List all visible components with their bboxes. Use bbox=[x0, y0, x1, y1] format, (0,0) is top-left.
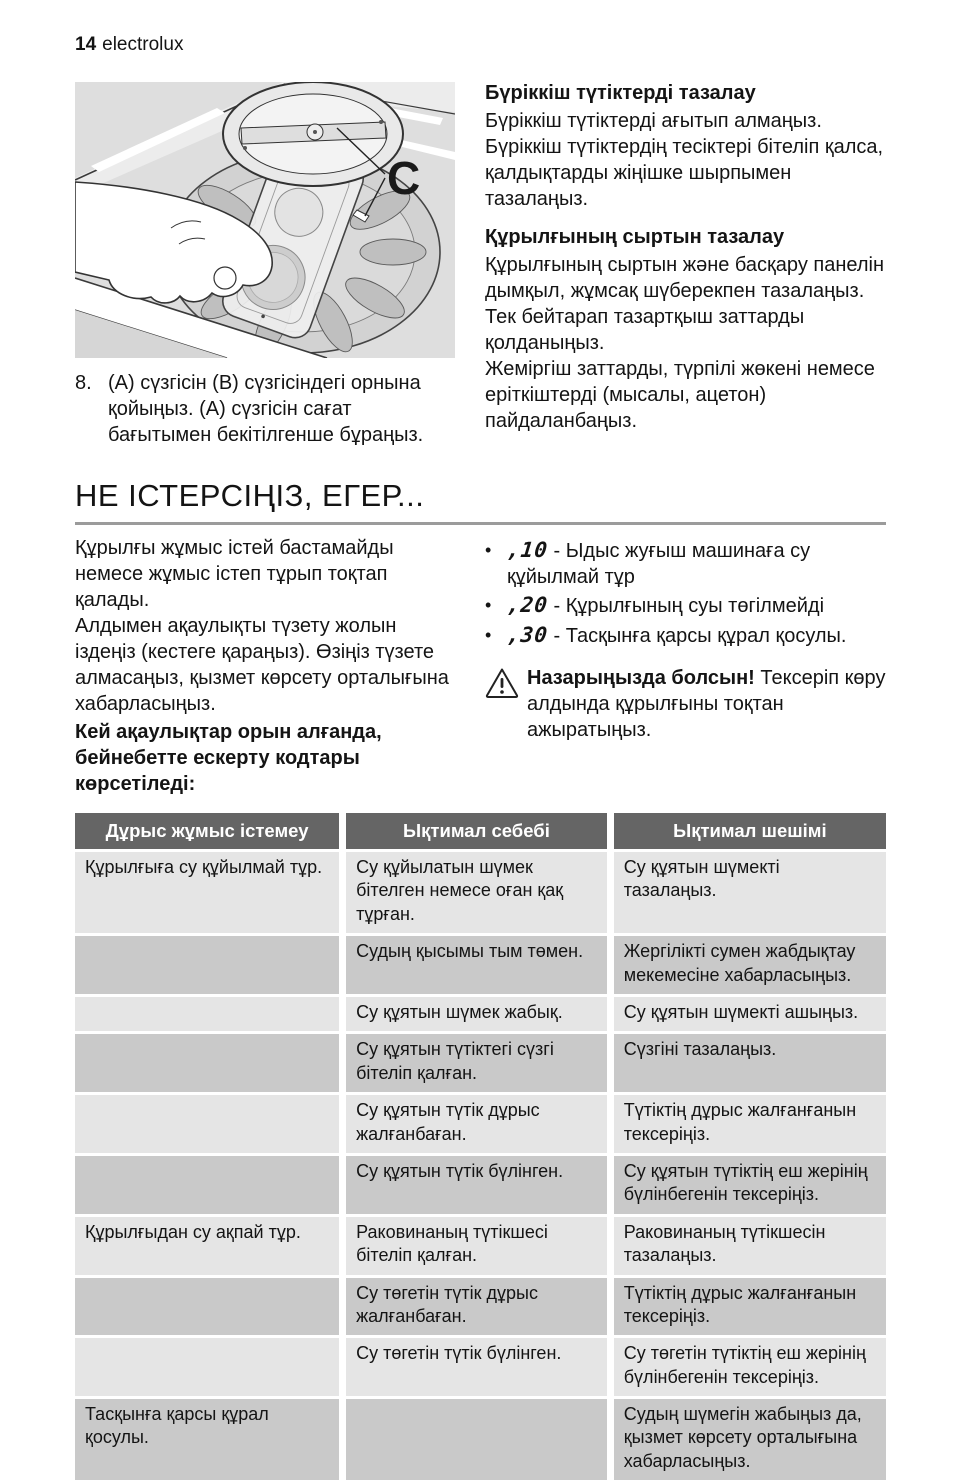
cell-problem: Құрылғыдан су ақпай тұр. bbox=[75, 1215, 343, 1276]
top-left-column bbox=[75, 82, 455, 448]
paragraph: Құрылғының сыртын және басқару панелін дымқыл, жұмсақ шүберекпен тазалаңыз. bbox=[485, 254, 884, 302]
cell-cause: Су құйылатын шүмек бітелген немесе оған қақ тұрған. bbox=[343, 851, 611, 935]
cell-problem: Құрылғыға су құйылмай тұр. bbox=[75, 851, 343, 935]
bullet-icon bbox=[485, 622, 507, 649]
table-row bbox=[75, 935, 886, 996]
cell-problem bbox=[75, 1276, 343, 1337]
external-cleaning-body bbox=[485, 252, 886, 434]
cell-problem bbox=[75, 996, 343, 1033]
cell-cause: Су құятын түтіктегі сүзгі бітеліп қалған. bbox=[343, 1033, 611, 1094]
figure-label-c: C bbox=[387, 152, 421, 204]
cell-cause bbox=[343, 1398, 611, 1482]
error-code-description: - Тасқынға қарсы құрал қосулы. bbox=[553, 624, 847, 647]
cell-solution: Түтіктің дұрыс жалғанғанын тексеріңіз. bbox=[610, 1094, 886, 1155]
table-row bbox=[75, 1154, 886, 1215]
cell-solution: Сүзгіні тазалаңыз. bbox=[610, 1033, 886, 1094]
table-row bbox=[75, 1033, 886, 1094]
cell-problem bbox=[75, 935, 343, 996]
top-right-column bbox=[485, 82, 886, 448]
table-row bbox=[75, 1398, 886, 1482]
table-row bbox=[75, 1094, 886, 1155]
step-8-text: (А) сүзгісін (В) сүзгісіндегі орнына қойыңыз. (А) сүзгісін сағат бағытымен бекітілгенше бұраңыз. bbox=[108, 372, 424, 446]
cell-problem bbox=[75, 1337, 343, 1398]
paragraph: Құрылғы жұмыс істей бастамайды немесе жұмыс істеп тұрып тоқтап қалады. bbox=[75, 537, 394, 611]
spray-tubes-body bbox=[485, 108, 886, 212]
error-code-item bbox=[485, 537, 886, 590]
table-row bbox=[75, 996, 886, 1033]
cell-cause: Су құятын түтік дұрыс жалғанбаған. bbox=[343, 1094, 611, 1155]
cell-cause: Су төгетін түтік дұрыс жалғанбаған. bbox=[343, 1276, 611, 1337]
cell-solution: Жергілікті сумен жабдықтау мекемесіне хабарласыңыз. bbox=[610, 935, 886, 996]
bullet-icon bbox=[485, 592, 507, 619]
top-section bbox=[75, 82, 886, 448]
cell-problem bbox=[75, 1154, 343, 1215]
paragraph: Жеміргіш заттарды, түрпілі жөкені немесе еріткіштерді (мысалы, ацетон) пайдаланбаңыз. bbox=[485, 358, 875, 432]
section-title: НЕ ІСТЕРСІҢІЗ, ЕГЕР... bbox=[75, 478, 425, 513]
table-header-row bbox=[75, 813, 886, 851]
error-code-text bbox=[507, 622, 847, 649]
cell-cause: Су төгетін түтік бүлінген. bbox=[343, 1337, 611, 1398]
cell-cause: Су құятын шүмек жабық. bbox=[343, 996, 611, 1033]
error-code-item bbox=[485, 592, 886, 619]
intro-left-column bbox=[75, 535, 455, 797]
cell-cause: Судың қысымы тым төмен. bbox=[343, 935, 611, 996]
spray-tubes-heading: Бүріккіш түтіктерді тазалау bbox=[485, 82, 756, 104]
troubleshooting-table bbox=[75, 813, 886, 1483]
intro-paragraphs bbox=[75, 535, 455, 717]
column-header-solution: Ықтимал шешімі bbox=[610, 813, 886, 851]
cell-solution: Су құятын шүмекті тазалаңыз. bbox=[610, 851, 886, 935]
attention-lead: Назарыңызда болсын! bbox=[527, 666, 755, 689]
bullet-icon bbox=[485, 537, 507, 590]
paragraph: Бүріккіш түтіктерді ағытып алмаңыз. bbox=[485, 110, 822, 132]
step-8-number: 8. bbox=[75, 372, 92, 394]
paragraph: Тек бейтарап тазартқыш заттарды қолданыңыз. bbox=[485, 306, 805, 354]
filter-illustration bbox=[75, 82, 455, 358]
paragraph: Алдымен ақаулықты түзету жолын іздеңіз (кестеге қараңыз). Өзіңіз түзете алмасаңыз, қызмет көрсету орталығына хабарласыңыз. bbox=[75, 615, 449, 715]
error-code-item bbox=[485, 622, 886, 649]
table-row bbox=[75, 851, 886, 935]
cell-solution: Түтіктің дұрыс жалғанғанын тексеріңіз. bbox=[610, 1276, 886, 1337]
error-code-description: - Құрылғының суы төгілмейді bbox=[553, 595, 825, 618]
table-row bbox=[75, 1276, 886, 1337]
error-code-text bbox=[507, 592, 824, 619]
cell-problem bbox=[75, 1094, 343, 1155]
attention-note bbox=[485, 665, 886, 743]
title-divider bbox=[75, 522, 886, 525]
seven-segment-code: ,30 bbox=[505, 622, 550, 647]
troubleshooting-intro bbox=[75, 535, 886, 797]
cell-problem bbox=[75, 1033, 343, 1094]
seven-segment-code: ,10 bbox=[505, 538, 550, 562]
external-cleaning-heading: Құрылғының сыртын тазалау bbox=[485, 226, 785, 248]
cell-solution: Су құятын түтіктің еш жерінің бүлінбегенін тексеріңіз. bbox=[610, 1154, 886, 1215]
error-code-text bbox=[507, 537, 886, 590]
cell-solution: Су төгетін түтіктің еш жерінің бүлінбегенін тексеріңіз. bbox=[610, 1337, 886, 1398]
filter-ring bbox=[223, 82, 403, 186]
running-header bbox=[75, 34, 886, 56]
seven-segment-code: ,20 bbox=[505, 593, 550, 618]
cell-solution: Су құятын шүмекті ашыңыз. bbox=[610, 996, 886, 1033]
cell-solution: Судың шүмегін жабыңыз да, қызмет көрсету орталығына хабарласыңыз. bbox=[610, 1398, 886, 1482]
warning-triangle-icon bbox=[485, 665, 521, 743]
cell-solution: Раковинаның түтікшесін тазалаңыз. bbox=[610, 1215, 886, 1276]
intro-right-column bbox=[485, 535, 886, 797]
page-number: 14 bbox=[75, 34, 97, 55]
column-header-problem: Дұрыс жұмыс істемеу bbox=[75, 813, 343, 851]
cell-cause: Раковинаның түтікшесі бітеліп қалған. bbox=[343, 1215, 611, 1276]
table-row bbox=[75, 1215, 886, 1276]
error-code-list bbox=[485, 537, 886, 649]
column-header-cause: Ықтимал себебі bbox=[343, 813, 611, 851]
attention-body: Тексеріп көру алдында құрылғыны тоқтан ажыратыңыз. bbox=[527, 666, 886, 741]
step-8 bbox=[75, 370, 455, 448]
attention-text bbox=[527, 665, 886, 743]
cell-problem: Тасқынға қарсы құрал қосулы. bbox=[75, 1398, 343, 1482]
error-code-description: - Ыдыс жуғыш машинаға су құйылмай тұр bbox=[507, 540, 811, 589]
table-row bbox=[75, 1337, 886, 1398]
warning-codes-note: Кей ақаулықтар орын алғанда, бейнебетте ескерту кодтары көрсетіледі: bbox=[75, 721, 382, 795]
cell-cause: Су құятын түтік бүлінген. bbox=[343, 1154, 611, 1215]
paragraph: Бүріккіш түтіктердің тесіктері бітеліп қалса, қалдықтарды жіңішке шырпымен тазалаңыз. bbox=[485, 136, 884, 210]
brand-name: electrolux bbox=[102, 34, 184, 55]
